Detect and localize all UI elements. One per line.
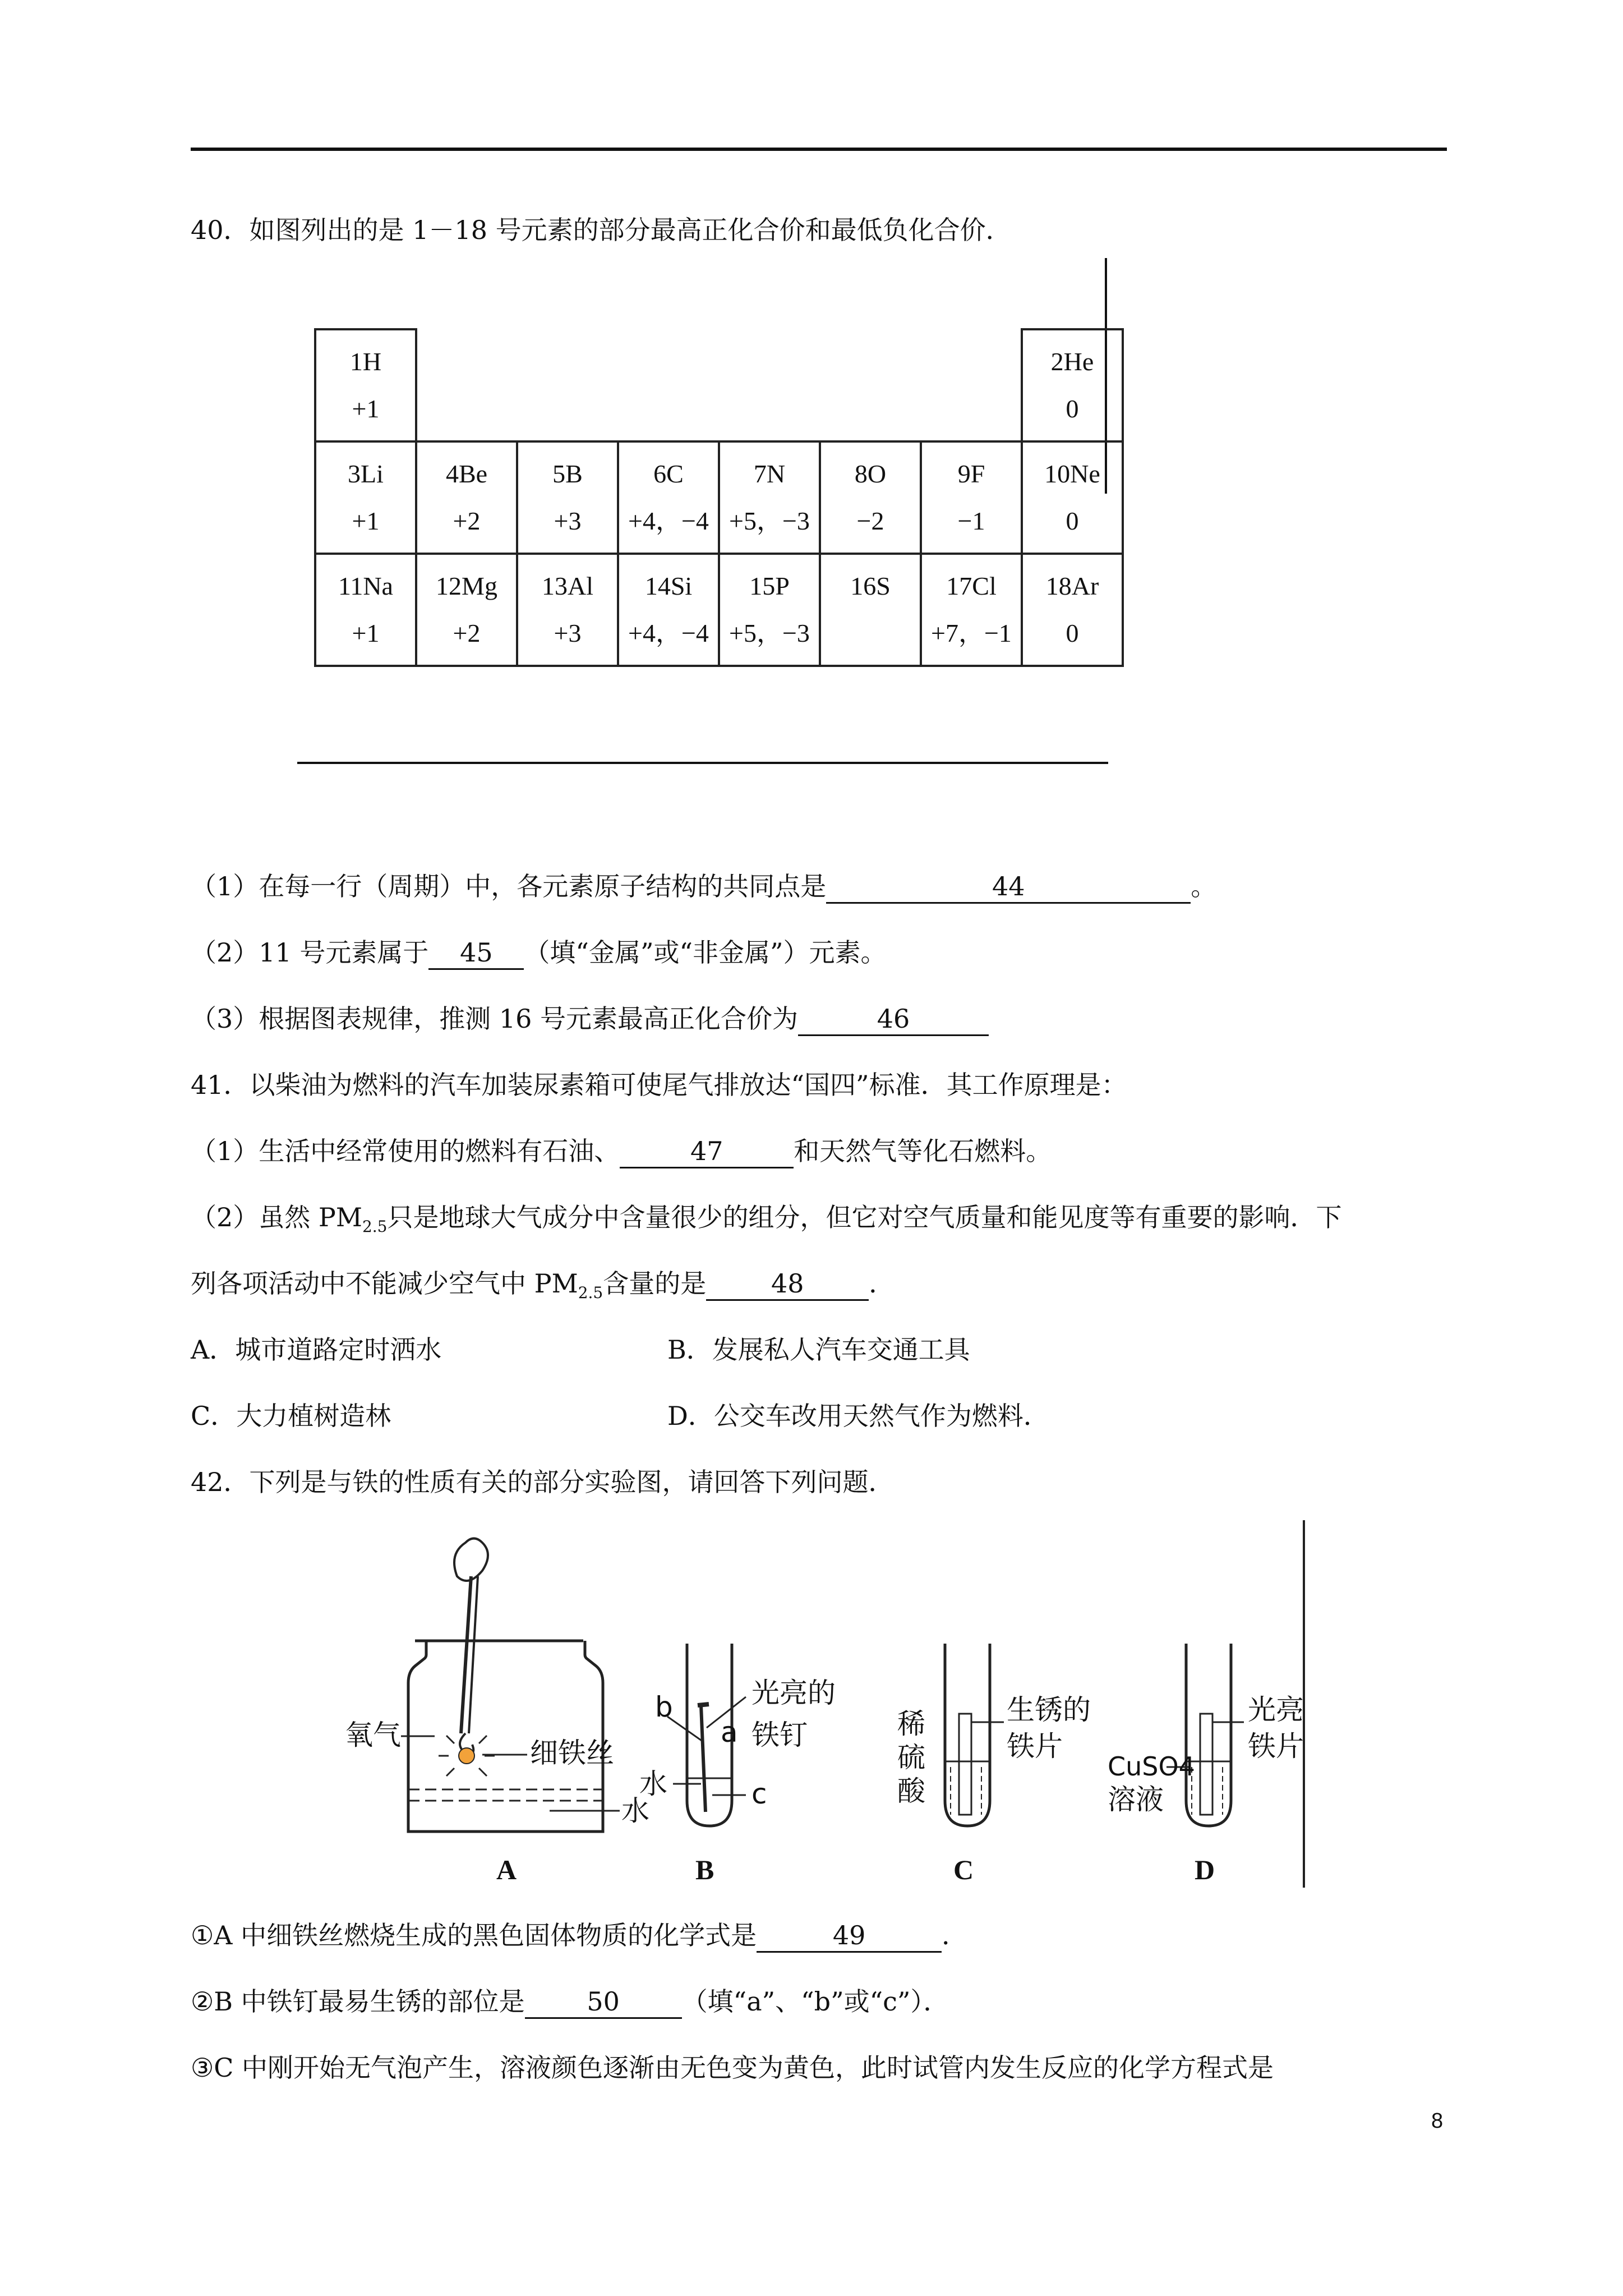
text: （1）在每一行（周期）中，各元素原子结构的共同点是 xyxy=(191,871,827,901)
table-cell xyxy=(618,441,719,554)
element-valence: 0 xyxy=(1066,394,1079,423)
element-symbol: 13Al xyxy=(542,572,593,600)
element-valence: +1 xyxy=(352,507,380,535)
element-valence: +2 xyxy=(453,507,481,535)
element-symbol: 11Na xyxy=(338,572,393,600)
table-cell xyxy=(517,441,618,554)
page-number: 8 xyxy=(1431,2109,1444,2133)
answer-blank-50[interactable]: 50 xyxy=(525,1986,682,2019)
label-c: c xyxy=(751,1778,767,1810)
label-rusty-iron-2: 铁片 xyxy=(1007,1730,1063,1763)
setup-b-test-tube xyxy=(639,1644,836,1885)
text: （3）根据图表规律，推测 16 号元素最高正化合价为 xyxy=(191,1004,799,1034)
q42-part3: ③C 中刚开始无气泡产生，溶液颜色逐渐由无色变为黄色，此时试管内发生反应的化学方程式是 xyxy=(191,2053,1274,2083)
element-symbol: 16S xyxy=(850,572,891,600)
q42-title: 42．下列是与铁的性质有关的部分实验图，请回答下列问题． xyxy=(191,1467,895,1497)
table-cell xyxy=(315,329,416,441)
label-water-a: 水 xyxy=(621,1795,649,1827)
text: 列各项活动中不能减少空气中 PM xyxy=(191,1268,578,1299)
answer-blank-47[interactable]: 47 xyxy=(620,1135,794,1168)
label-b: b xyxy=(655,1691,673,1723)
label-bright-nail-1: 光亮的 xyxy=(751,1677,836,1709)
text: （2）虽然 PM xyxy=(191,1202,362,1232)
q41-options-row1 xyxy=(191,1333,970,1366)
q41-part1 xyxy=(191,1134,1052,1168)
experiment-diagram xyxy=(314,1520,1324,1902)
subscript: 2.5 xyxy=(362,1217,388,1236)
label-cuso4: CuSO4 xyxy=(1108,1751,1195,1782)
table-cell xyxy=(315,441,416,554)
subscript: 2.5 xyxy=(578,1283,603,1303)
element-symbol: 5B xyxy=(552,459,583,488)
element-valence: −2 xyxy=(856,507,884,535)
text: 只是地球大气成分中含量很少的组分，但它对空气质量和能见度等有重要的影响．下 xyxy=(387,1202,1342,1232)
option-c[interactable]: C．大力植树造林 xyxy=(191,1401,391,1431)
element-symbol: 3Li xyxy=(348,459,384,488)
table-cell-empty xyxy=(921,329,1022,441)
label-dilute-acid-3: 酸 xyxy=(897,1775,925,1807)
text: （2）11 号元素属于 xyxy=(191,937,429,968)
element-valence: +4，−4 xyxy=(628,619,709,647)
element-symbol: 15P xyxy=(749,572,790,600)
q41-options-row2 xyxy=(191,1399,1049,1433)
q41-part2-line2 xyxy=(191,1267,895,1310)
caption-b: B xyxy=(695,1854,714,1885)
header-rule xyxy=(191,148,1447,151)
label-oxygen: 氧气 xyxy=(345,1719,401,1751)
element-valence: +7，−1 xyxy=(931,619,1012,647)
q42-part2 xyxy=(191,1985,949,2019)
element-symbol: 9F xyxy=(957,459,985,488)
setup-c-test-tube xyxy=(897,1644,1091,1885)
text: 和天然气等化石燃料。 xyxy=(794,1136,1052,1166)
answer-blank-46[interactable]: 46 xyxy=(798,1003,989,1036)
element-symbol: 1H xyxy=(349,347,382,376)
text: ． xyxy=(942,1920,968,1950)
q41-part2-line1 xyxy=(191,1200,1341,1244)
table-cell xyxy=(517,554,618,666)
q42-part1 xyxy=(191,1918,967,1953)
table-cell xyxy=(820,554,921,666)
iron-experiment-figure xyxy=(314,1520,1324,1902)
text: ①A 中细铁丝燃烧生成的黑色固体物质的化学式是 xyxy=(191,1920,757,1950)
table-cell xyxy=(921,554,1022,666)
text: （1）生活中经常使用的燃料有石油、 xyxy=(191,1136,620,1166)
text: ． xyxy=(869,1268,895,1299)
element-valence: +5，−3 xyxy=(729,507,810,535)
table-cell xyxy=(1022,554,1123,666)
table-row xyxy=(315,329,1123,441)
label-rusty-iron-1: 生锈的 xyxy=(1007,1694,1091,1726)
label-bright-iron-1: 光亮 xyxy=(1248,1694,1304,1726)
table-cell-empty xyxy=(719,329,820,441)
option-a[interactable]: A．城市道路定时洒水 xyxy=(191,1335,442,1365)
element-symbol: 6C xyxy=(653,459,684,488)
table-cell xyxy=(820,441,921,554)
q40-part2 xyxy=(191,936,887,970)
element-symbol: 10Ne xyxy=(1044,459,1100,488)
table-cell xyxy=(1022,441,1123,554)
table-cell xyxy=(315,554,416,666)
element-valence: +5，−3 xyxy=(729,619,810,647)
caption-c: C xyxy=(953,1854,974,1885)
text: ②B 中铁钉最易生锈的部位是 xyxy=(191,1986,525,2017)
element-symbol: 4Be xyxy=(445,459,488,488)
table-underline xyxy=(297,762,1108,764)
table-cell xyxy=(719,554,820,666)
table-cell-empty xyxy=(618,329,719,441)
q40-title: 40．如图列出的是 1－18 号元素的部分最高正化合价和最低负化合价． xyxy=(191,215,1012,245)
table-row xyxy=(315,554,1123,666)
element-symbol: 12Mg xyxy=(436,572,497,600)
caption-d: D xyxy=(1195,1854,1215,1885)
element-valence: 0 xyxy=(1066,619,1079,647)
element-valence: +4，−4 xyxy=(628,507,709,535)
table-cell xyxy=(416,554,517,666)
answer-blank-45[interactable]: 45 xyxy=(428,937,524,970)
element-valence: +3 xyxy=(554,507,582,535)
option-b[interactable]: B．发展私人汽车交通工具 xyxy=(667,1335,970,1365)
element-symbol: 7N xyxy=(753,459,786,488)
element-valence: −1 xyxy=(957,507,985,535)
table-row xyxy=(315,441,1123,554)
label-fine-iron-wire: 细铁丝 xyxy=(530,1737,614,1769)
label-bright-iron-2: 铁片 xyxy=(1248,1730,1304,1763)
label-a: a xyxy=(721,1716,738,1749)
option-d[interactable]: D．公交车改用天然气作为燃料． xyxy=(667,1401,1049,1431)
element-symbol: 17Cl xyxy=(946,572,997,600)
element-symbol: 18Ar xyxy=(1045,572,1099,600)
element-symbol: 8O xyxy=(854,459,887,488)
element-valence: +1 xyxy=(352,394,380,423)
table-cell-empty xyxy=(820,329,921,441)
answer-blank-44[interactable]: 44 xyxy=(826,871,1191,904)
setup-d-test-tube xyxy=(1108,1644,1304,1885)
element-valence: +3 xyxy=(554,619,582,647)
text: 。 xyxy=(1191,871,1217,901)
element-valence: 0 xyxy=(1066,507,1079,535)
setup-a-gas-jar xyxy=(345,1539,649,1886)
text: （填“金属”或“非金属”）元素。 xyxy=(524,937,887,968)
text: 含量的是 xyxy=(603,1268,707,1299)
label-dilute-acid-2: 硫 xyxy=(897,1741,925,1774)
table-cell-empty xyxy=(416,329,517,441)
table-cell xyxy=(921,441,1022,554)
element-valence xyxy=(821,610,920,657)
label-solution: 溶液 xyxy=(1108,1783,1164,1816)
element-symbol: 14Si xyxy=(644,572,693,600)
table-cell xyxy=(719,441,820,554)
table-cell-empty xyxy=(517,329,618,441)
valence-table xyxy=(314,328,1124,667)
caption-a: A xyxy=(496,1854,517,1885)
label-bright-nail-2: 铁钉 xyxy=(751,1719,808,1751)
table-cell xyxy=(618,554,719,666)
element-valence: +1 xyxy=(352,619,380,647)
element-symbol: 2He xyxy=(1050,347,1094,376)
q41-title: 41．以柴油为燃料的汽车加装尿素箱可使尾气排放达“国四”标准．其工作原理是： xyxy=(191,1070,1127,1100)
label-dilute-acid-1: 稀 xyxy=(897,1708,925,1740)
table-cell xyxy=(416,441,517,554)
answer-blank-48[interactable]: 48 xyxy=(706,1268,869,1301)
text: （填“a”、“b”或“c”）． xyxy=(681,1986,949,2017)
q40-part1 xyxy=(191,869,1216,904)
q40-part3 xyxy=(191,1002,989,1036)
label-water-b: 水 xyxy=(639,1768,667,1800)
answer-blank-49[interactable]: 49 xyxy=(757,1920,942,1953)
table-cell xyxy=(1022,329,1123,441)
element-valence: +2 xyxy=(453,619,481,647)
